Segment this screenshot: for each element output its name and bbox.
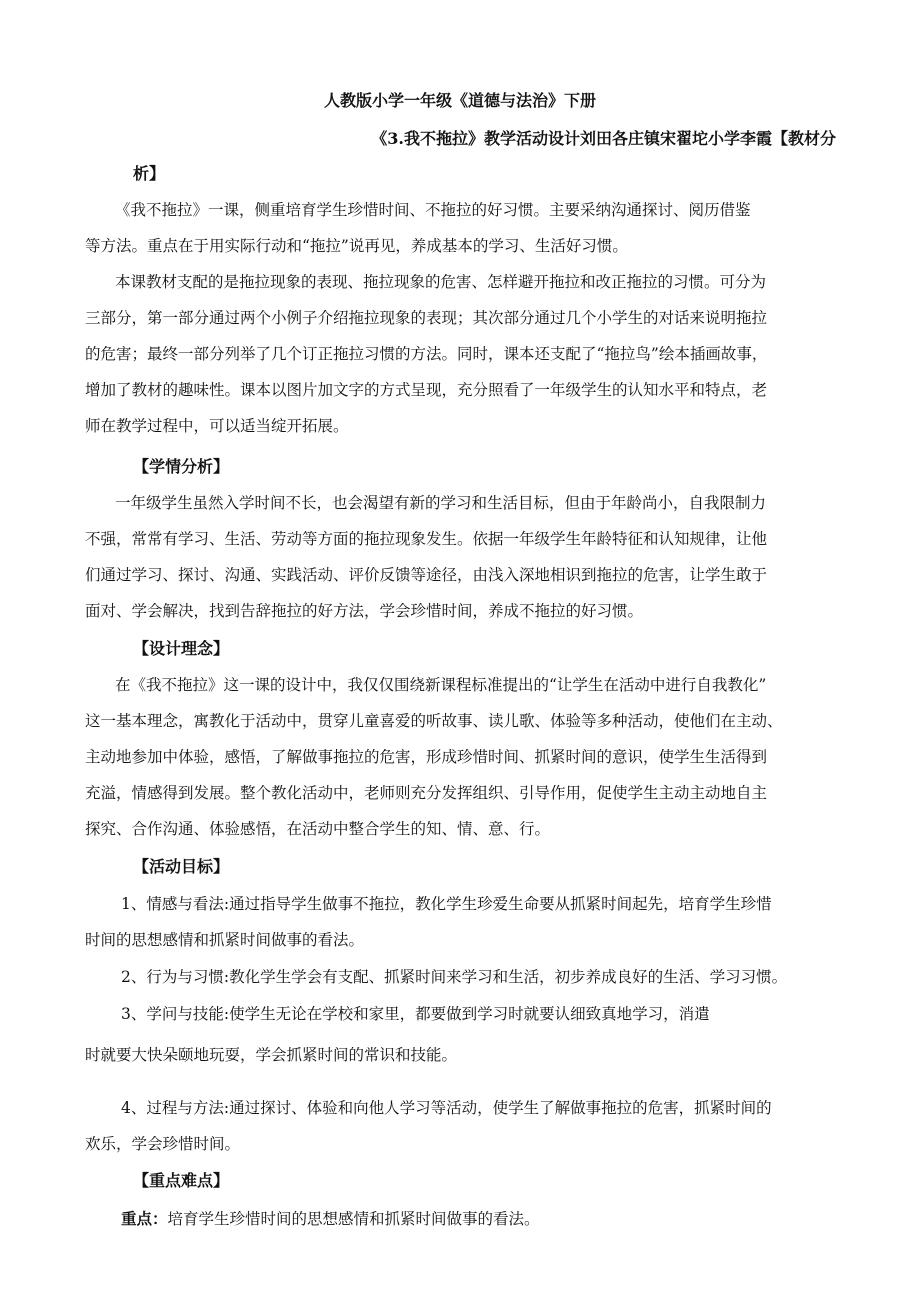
goal-line: 欢乐，学会珍惜时间。 (85, 1135, 241, 1153)
paragraph-line: 不强，常常有学习、生活、劳动等方面的拖拉现象发生。依据一年级学生年龄特征和认知规律，让他 (85, 530, 768, 548)
paragraph-line: 们通过学习、探讨、沟通、实践活动、评价反馈等途径，由浅入深地相识到拖拉的危害，让学生敢于 (85, 566, 768, 584)
paragraph-line: 充溢，情感得到发展。整个教化活动中，老师则充分发挥组织、引导作用，促使学生主动主动地自主 (85, 784, 768, 802)
document-subtitle: 《3.我不拖拉》教学活动设计刘田各庄镇宋翟坨小学李霞【教材分 (371, 129, 836, 148)
goal-line: 时就要大快朵颐地玩耍，学会抓紧时间的常识和技能。 (85, 1046, 458, 1064)
key-point-label: 重点： (121, 1209, 168, 1228)
section-heading-key-points: 【重点难点】 (133, 1171, 230, 1190)
key-point-line (121, 1208, 540, 1230)
key-point-text: 培育学生珍惜时间的思想感情和抓紧时间做事的看法。 (167, 1210, 540, 1228)
intro-line: 的危害；最终一部分列举了几个订正拖拉习惯的方法。同时，课本还支配了“拖拉鸟”绘本插画故事， (85, 345, 768, 363)
document-subtitle-continuation: 析】 (133, 164, 166, 183)
goal-line: 3、学问与技能:使学生无论在学校和家里，都要做到学习时就要认细致真地学习，消遣 (121, 1005, 710, 1023)
paragraph-line: 主动地参加中体验，感悟，了解做事拖拉的危害，形成珍惜时间、抓紧时间的意识，使学生生活得到 (85, 748, 768, 766)
section-heading-activity-goals: 【活动目标】 (133, 857, 230, 876)
paragraph-line: 面对、学会解决，找到告辞拖拉的好方法，学会珍惜时间，养成不拖拉的好习惯。 (85, 602, 644, 620)
goal-line: 2、行为与习惯:教化学生学会有支配、抓紧时间来学习和生活，初步养成良好的生活、学习习惯。 (121, 968, 788, 986)
goal-line: 1、情感与看法:通过指导学生做事不拖拉，教化学生珍爱生命要从抓紧时间起先，培育学生珍惜 (121, 895, 772, 913)
paragraph-line: 探究、合作沟通、体验感悟，在活动中整合学生的知、情、意、行。 (85, 820, 551, 838)
goal-line: 时间的思想感情和抓紧时间做事的看法。 (85, 931, 365, 949)
intro-line: 《我不拖拉》一课，侧重培育学生珍惜时间、不拖拉的好习惯。主要采纳沟通探讨、阅历借鉴 (115, 201, 751, 219)
intro-line: 增加了教材的趣味性。课本以图片加文字的方式呈现，充分照看了一年级学生的认知水平和特点，老 (85, 381, 768, 399)
paragraph-line: 在《我不拖拉》这一课的设计中，我仅仅围绕新课程标准提出的“让学生在活动中进行自我教化” (115, 676, 767, 694)
intro-line: 等方法。重点在于用实际行动和“拖拉”说再见，养成基本的学习、生活好习惯。 (85, 237, 628, 255)
section-heading-design-concept: 【设计理念】 (133, 639, 230, 658)
intro-line: 本课教材支配的是拖拉现象的表现、拖拉现象的危害、怎样避开拖拉和改正拖拉的习惯。可分为 (115, 273, 767, 291)
paragraph-line: 一年级学生虽然入学时间不长，也会渴望有新的学习和生活目标，但由于年龄尚小，自我限制力 (115, 494, 767, 512)
document-title: 人教版小学一年级《道德与法治》下册 (323, 91, 596, 110)
intro-line: 师在教学过程中，可以适当绽开拓展。 (85, 417, 349, 435)
paragraph-line: 这一基本理念，寓教化于活动中，贯穿儿童喜爱的听故事、读儿歌、体验等多种活动，使他们在主动、 (85, 712, 783, 730)
goal-line: 4、过程与方法:通过探讨、体验和向他人学习等活动，使学生了解做事拖拉的危害，抓紧时间的 (121, 1099, 772, 1117)
intro-line: 三部分，第一部分通过两个小例子介绍拖拉现象的表现；其次部分通过几个小学生的对话来说明拖拉 (85, 309, 768, 327)
section-heading-learner-analysis: 【学情分析】 (133, 457, 230, 476)
